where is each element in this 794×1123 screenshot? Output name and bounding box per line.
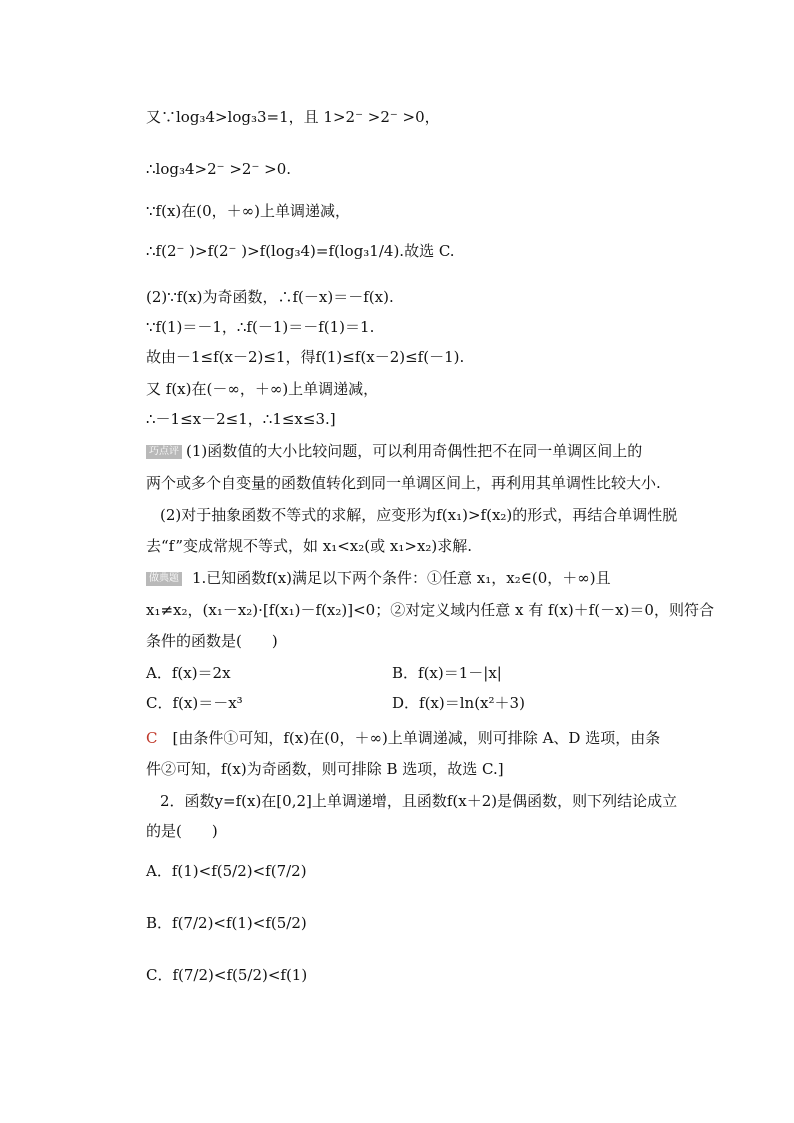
tip-paragraph-2a: (2)对于抽象函数不等式的求解，应变形为f(x₁)>f(x₂)的形式，再结合单调性脱 <box>160 506 678 524</box>
q2-stem-b: 的是( ) <box>146 822 218 840</box>
tip-tag: 巧点评 <box>146 445 182 459</box>
q1-stem-b: x₁≠x₂，(x₁－x₂)·[f(x₁)－f(x₂)]<0；②对定义域内任意 x 有 f(x)＋f(－x)＝0，则符合 <box>146 601 714 619</box>
q1-option-b: B．f(x)＝1－|x| <box>392 664 502 682</box>
solution-line-9: ∴－1≤x－2≤1，∴1≤x≤3.] <box>146 410 336 428</box>
q1-option-c: C．f(x)＝－x³ <box>146 694 243 712</box>
solution-line-6: ∵f(1)＝－1，∴f(－1)＝－f(1)＝1. <box>146 318 375 336</box>
solution-line-1: 又∵log₃4>log₃3=1，且 1>2⁻ >2⁻ >0， <box>146 108 440 126</box>
q1-answer: C <box>146 729 158 747</box>
q1-option-d: D．f(x)＝ln(x²＋3) <box>392 694 525 712</box>
q1-explanation-b: 件②可知，f(x)为奇函数，则可排除 B 选项，故选 C.] <box>146 760 504 778</box>
q1-option-a: A．f(x)＝2x <box>146 664 231 682</box>
tip-paragraph-1b: 两个或多个自变量的函数值转化到同一单调区间上，再利用其单调性比较大小. <box>146 474 661 492</box>
q2-option-a: A．f(1)<f(5/2)<f(7/2) <box>146 862 307 880</box>
solution-line-8: 又 f(x)在(－∞，＋∞)上单调递减， <box>146 380 379 398</box>
solution-line-2: ∴log₃4>2⁻ >2⁻ >0. <box>146 160 292 178</box>
q1-tag: 做典题 <box>146 572 182 586</box>
q1-stem-c: 条件的函数是( ) <box>146 632 278 650</box>
q2-stem-a: 2．函数y=f(x)在[0,2]上单调递增，且函数f(x＋2)是偶函数，则下列结论成立 <box>160 792 678 810</box>
q1-explanation-a <box>146 727 660 749</box>
solution-line-3: ∵f(x)在(0，＋∞)上单调递减， <box>146 202 351 220</box>
solution-line-5: (2)∵f(x)为奇函数，∴f(－x)＝－f(x). <box>146 288 394 306</box>
tip-paragraph-2b: 去“f”变成常规不等式，如 x₁<x₂(或 x₁>x₂)求解. <box>146 537 473 555</box>
q1-stem-text-a: 1.已知函数f(x)满足以下两个条件：①任意 x₁，x₂∈(0，＋∞)且 <box>192 569 611 587</box>
q2-option-c: C．f(7/2)<f(5/2)<f(1) <box>146 966 308 984</box>
q2-option-b: B．f(7/2)<f(1)<f(5/2) <box>146 914 307 932</box>
q1-explanation-text-a: [由条件①可知，f(x)在(0，＋∞)上单调递减，则可排除 A、D 选项，由条 <box>172 729 661 747</box>
tip-text-1a: (1)函数值的大小比较问题，可以利用奇偶性把不在同一单调区间上的 <box>186 442 643 460</box>
tip-paragraph-1a <box>146 440 642 462</box>
solution-line-4: ∴f(2⁻ )>f(2⁻ )>f(log₃4)=f(log₃1/4).故选 C. <box>146 242 455 260</box>
solution-line-7: 故由－1≤f(x－2)≤1，得f(1)≤f(x－2)≤f(－1). <box>146 348 465 366</box>
q1-stem-a <box>146 567 611 589</box>
